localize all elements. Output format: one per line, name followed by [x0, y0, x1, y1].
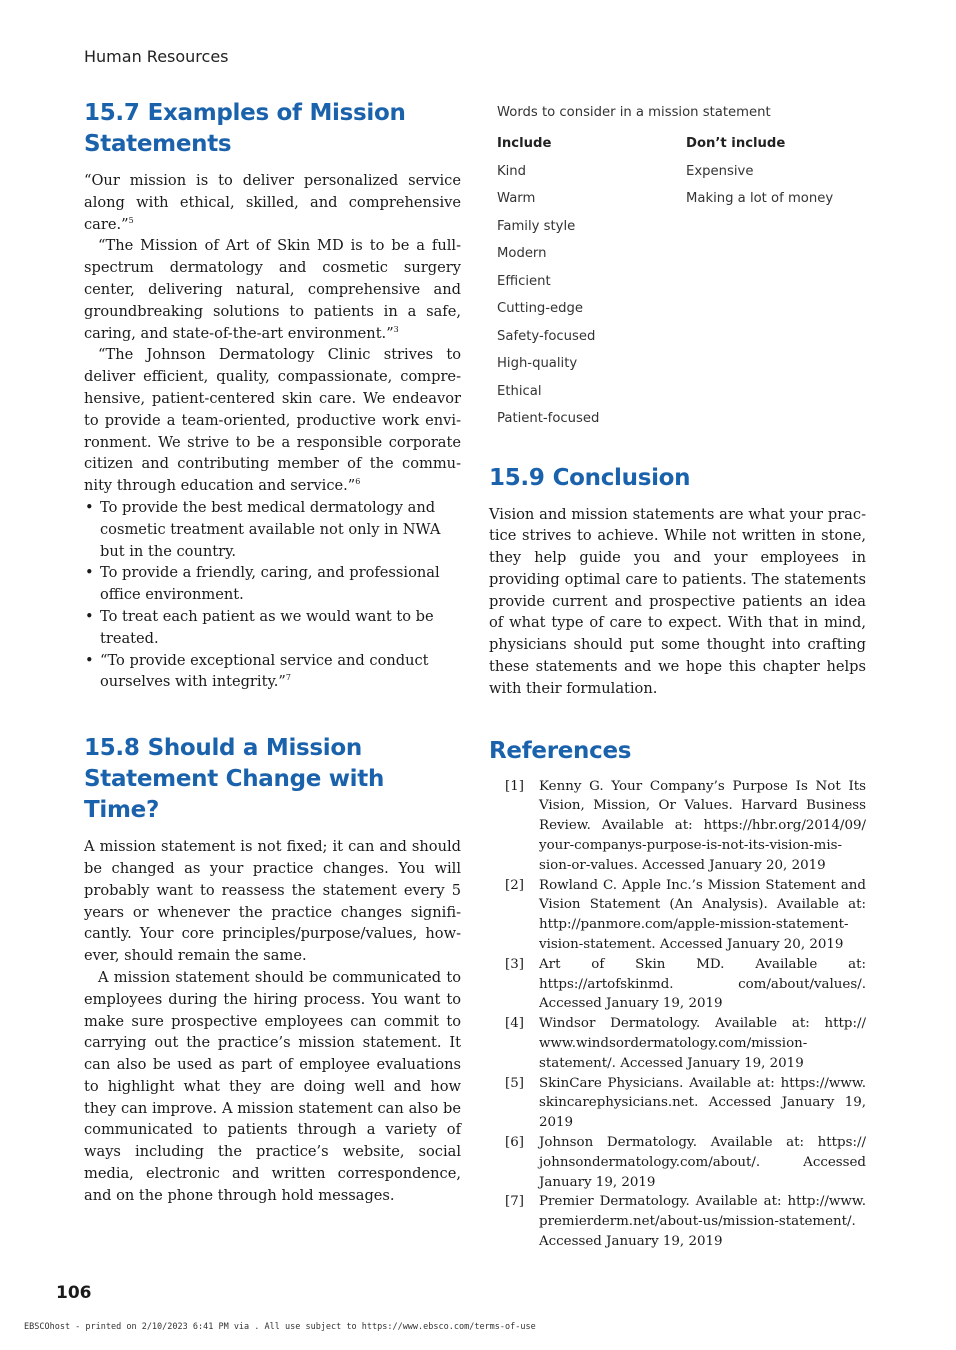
section-number: 15.9	[489, 464, 545, 491]
list-item: [1] Kenny G. Your Company’s Purpose Is Not Its Vision, Mission, Or Values. Harvard Business Review. Available at: https://hbr.org/2014/09/ your-companys-purpose-is-not-its-vision-mission-or-values. Accessed January 20, 2019	[505, 778, 866, 873]
table-row: Kind Expensive	[497, 163, 754, 179]
quote-1: “Our mission is to deliver personalized service along with ethical, skilled, and comprehensive care.”$^5$	[84, 172, 461, 233]
section-title: Should a Mission Statement Change with Time?	[84, 735, 385, 824]
table-header-row	[497, 130, 866, 158]
column-header-include: Include	[497, 136, 552, 152]
citation-ref[interactable]: 7	[285, 673, 291, 683]
section-number: 15.7	[84, 100, 140, 126]
section-number: 15.8	[84, 735, 140, 762]
list-item: [5] SkinCare Physicians. Available at: https://www. skincarephysicians.net. Accessed January 19, 2019	[505, 1075, 866, 1131]
words-table	[497, 104, 866, 433]
table-row: Modern	[497, 246, 547, 262]
page-number: 106	[56, 1283, 92, 1303]
table-row: Warm Making a lot of money	[497, 191, 834, 207]
table-caption: Words to consider in a mission statement	[497, 105, 771, 120]
citation-ref[interactable]: 5	[128, 215, 134, 225]
paragraph: A mission statement is not fixed; it can and should be changed as your practice changes. You will probably want to reassess the statement every 5 years or whenever the practice changes significantly. Your core principles/purpose/values, however, should remain the same.	[84, 838, 461, 965]
list-item: [3] Art of Skin MD. Available at: https://artofskinmd. com/about/values/. Accessed January 19, 2019	[505, 956, 866, 1012]
left-column	[84, 98, 461, 1207]
list-item: • To treat each patient as we would want to be treated.	[84, 606, 461, 650]
paragraph: A mission statement should be communicated to employees during the hiring process. You want to make sure prospective employees can commit to carrying out the practice’s mission statement. It can also be used as part of employee evaluations to highlight what they are doing well and how they can improve. A mission statement can also be communicated to patients through a variety of ways including the practice’s website, social media, electronic and written correspondence, and on the phone through hold messages.	[84, 968, 461, 1204]
list-item: [6] Johnson Dermatology. Available at: https:// johnsondermatology.com/about/. Accessed January 19, 2019	[505, 1135, 866, 1190]
reference-list	[489, 777, 866, 1252]
column-header-exclude: Don’t include	[686, 136, 786, 152]
citation-ref[interactable]: 3	[393, 324, 399, 334]
list-item: [7] Premier Dermatology. Available at: http://www. premierderm.net/about-us/mission-statement/. Accessed January 19, 2019	[505, 1194, 866, 1249]
list-item: [2] Rowland C. Apple Inc.’s Mission Statement and Vision Statement (An Analysis). Available at: http://panmore.com/apple-mission-statement-vision-statement. Accessed January 20, 2019	[505, 877, 866, 953]
section-15-7-heading	[84, 98, 461, 160]
running-head: Human Resources	[84, 47, 229, 66]
section-title: Examples of Mission Statements	[84, 100, 406, 157]
citation-ref[interactable]: 6	[355, 477, 361, 487]
table-row: Safety-focused	[497, 328, 596, 344]
table-row: Family style	[497, 218, 576, 234]
section-15-9-heading	[489, 463, 866, 494]
mission-bullet-list	[84, 497, 461, 693]
references-heading: References	[489, 737, 632, 764]
list-item: [4] Windsor Dermatology. Available at: http:// www.windsordermatology.com/mission-statement/. Accessed January 19, 2019	[505, 1016, 866, 1071]
table-row: Ethical	[497, 383, 542, 399]
table-row: Cutting-edge	[497, 301, 584, 317]
list-item: • To provide the best medical dermatology and cosmetic treatment available not only in NWA but in the country.	[84, 497, 461, 562]
table-row: High-quality	[497, 356, 578, 372]
list-item: • “To provide exceptional service and conduct ourselves with integrity.”$^7$	[84, 650, 461, 694]
quote-3: “The Johnson Dermatology Clinic strives to deliver efficient, quality, compassionate, comprehensive, patient-centered skin care. We endeavor to provide a team-oriented, productive work environment. We strive to be a responsible corporate citizen and contributing member of the community through education and service.”$^6$	[84, 346, 461, 495]
quote-2: “The Mission of Art of Skin MD is to be a full-spectrum dermatology and cosmetic surgery center, delivering natural, comprehensive and groundbreaking solutions to patients in a safe, caring, and state-of-the-art environment.”$^3$	[84, 237, 461, 342]
paragraph: Vision and mission statements are what your practice strives to achieve. While not written in stone, they help guide you and your employees in providing optimal care to patients. The statements provide current and prospective patients an idea of what type of care to expect. With that in mind, physicians should put some thought into crafting these statements and we hope this chapter helps with their formulation.	[489, 505, 866, 697]
section-title: Conclusion	[552, 464, 691, 491]
footer-note: EBSCOhost - printed on 2/10/2023 6:41 PM via . All use subject to https://www.ebsco.com/terms-of-use	[24, 1322, 536, 1332]
list-item: • To provide a friendly, caring, and professional office environment.	[84, 562, 461, 606]
right-column	[489, 104, 866, 1252]
table-row: Efficient	[497, 273, 551, 289]
section-15-8-heading	[84, 733, 461, 826]
table-row: Patient-focused	[497, 411, 600, 427]
